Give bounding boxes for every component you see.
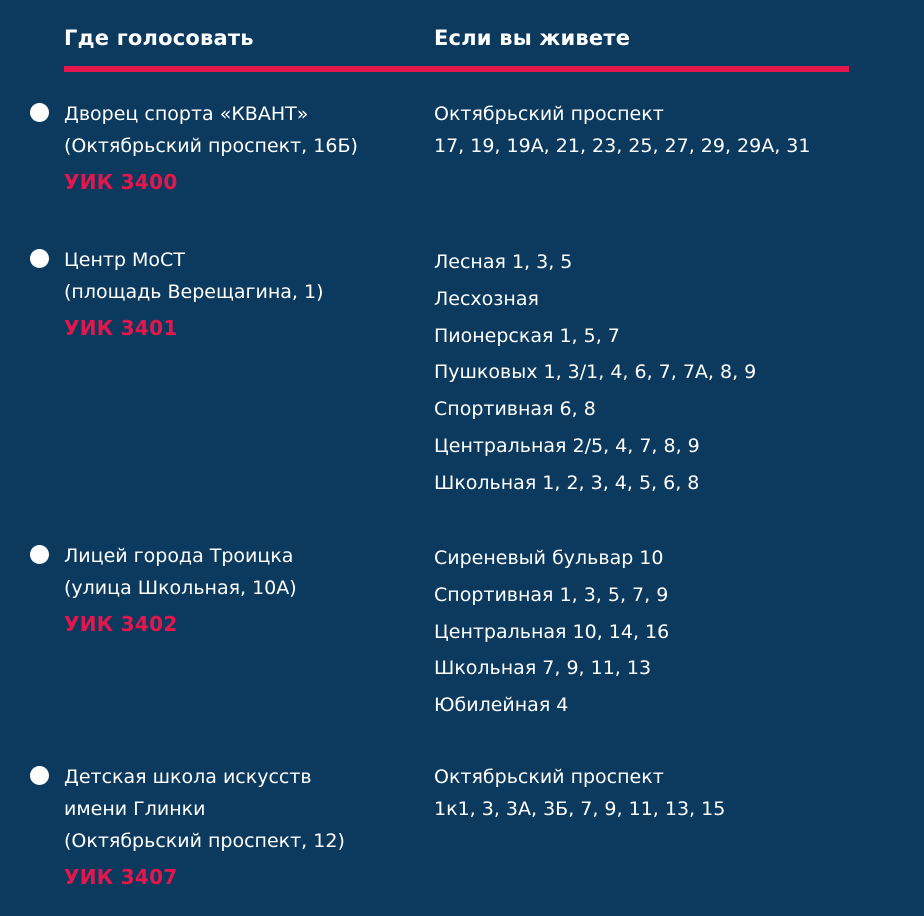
street-item: Октябрьский проспект: [434, 103, 664, 125]
place-name-continued: имени Глинки: [64, 798, 206, 820]
street-item: Лесхозная: [434, 287, 539, 310]
uik-number: УИК 3402: [64, 612, 178, 636]
place-name: Детская школа искусств: [64, 766, 312, 788]
polling-place: [64, 540, 404, 641]
street-item: Октябрьский проспект: [434, 766, 664, 788]
polling-place: [64, 244, 404, 345]
streets-list: [434, 761, 904, 825]
uik-number: УИК 3407: [64, 865, 178, 889]
street-item: 1к1, 3, 3А, 3Б, 7, 9, 11, 13, 15: [434, 798, 726, 820]
where-column-title: Где голосовать: [64, 26, 254, 50]
place-name: Центр МоСТ: [64, 249, 185, 271]
street-item: Сиреневый бульвар 10: [434, 547, 664, 569]
bullet-circle-icon: [30, 103, 49, 122]
street-item: Пионерская 1, 5, 7: [434, 324, 620, 347]
polling-place: [64, 761, 404, 894]
bullet-circle-icon: [30, 766, 49, 785]
street-item: Спортивная 1, 3, 5, 7, 9: [434, 583, 669, 606]
streets-list: [434, 98, 904, 162]
bullet-circle-icon: [30, 249, 49, 268]
uik-number: УИК 3400: [64, 170, 178, 194]
streets-list: [434, 244, 904, 502]
bullet-circle-icon: [30, 545, 49, 564]
place-address: (Октябрьский проспект, 12): [64, 830, 345, 852]
place-address: (Октябрьский проспект, 16Б): [64, 135, 358, 157]
polling-place: [64, 98, 404, 199]
place-name: Дворец спорта «КВАНТ»: [64, 103, 309, 125]
street-item: Спортивная 6, 8: [434, 398, 596, 421]
street-item: Школьная 7, 9, 11, 13: [434, 657, 652, 680]
header-divider: [64, 66, 849, 72]
street-item: Пушковых 1, 3/1, 4, 6, 7, 7А, 8, 9: [434, 361, 757, 384]
uik-number: УИК 3401: [64, 316, 178, 340]
street-item: Юбилейная 4: [434, 694, 569, 717]
street-item: 17, 19, 19А, 21, 23, 25, 27, 29, 29А, 31: [434, 135, 811, 157]
street-item: Центральная 10, 14, 16: [434, 620, 670, 643]
street-item: Центральная 2/5, 4, 7, 8, 9: [434, 434, 700, 457]
street-item: Школьная 1, 2, 3, 4, 5, 6, 8: [434, 471, 700, 494]
place-name: Лицей города Троицка: [64, 545, 294, 567]
street-item: Лесная 1, 3, 5: [434, 251, 573, 273]
streets-list: [434, 540, 904, 724]
residence-column-title: Если вы живете: [434, 26, 631, 50]
place-address: (площадь Верещагина, 1): [64, 281, 324, 303]
place-address: (улица Школьная, 10А): [64, 577, 297, 599]
